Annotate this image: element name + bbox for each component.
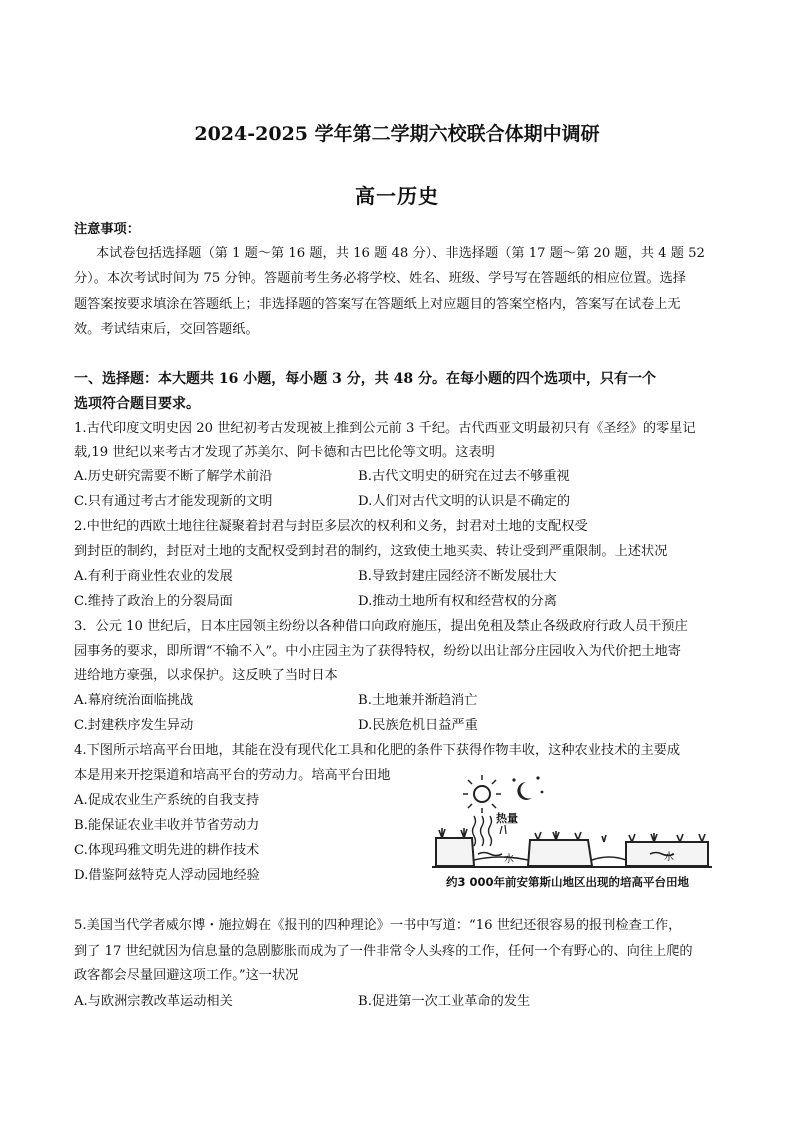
notice-line: 分）。本次考试时间为 75 分钟。答题前考生务必将学校、姓名、班级、学号写在答题纸的相应位置。选择: [74, 271, 686, 286]
option-b: B.导致封建庄园经济不断发展壮大: [358, 569, 557, 584]
option-c: C.维持了政治上的分裂局面: [74, 594, 233, 609]
water-label: 水: [664, 852, 674, 863]
option-b: B.土地兼并渐趋消亡: [358, 693, 478, 708]
figure-caption: 约3 000年前安第斯山地区出现的培高平台田地: [446, 875, 690, 889]
option-d: D.推动土地所有权和经营权的分离: [358, 594, 557, 609]
option-d: D.借鉴阿兹特克人浮动园地经验: [74, 868, 260, 883]
question-stem: 园事务的要求，即所谓“不输不入”。中小庄园主为了获得特权，纷纷以出让部分庄园收入为代价把土地寄: [74, 644, 681, 659]
subject-title: 高一历史: [355, 184, 439, 208]
option-d: D.人们对古代文明的认识是不确定的: [358, 494, 571, 509]
notice-line: 题答案按要求填涂在答题纸上；非选择题的答案写在答题纸上对应题目的答案空格内，答案写在试卷上无: [74, 297, 681, 312]
option-c: C.封建秩序发生异动: [74, 718, 194, 733]
option-a: A.与欧洲宗教改革运动相关: [74, 994, 233, 1009]
question-stem: 3．公元 10 世纪后，日本庄园领主纷纷以各种借口向政府施压，提出免租及禁止各级政府行政人员干预庄: [74, 619, 688, 634]
heat-label: 热量: [496, 812, 518, 825]
moon-icon: [512, 776, 543, 800]
section-heading: 一、选择题：本大题共 16 小题，每小题 3 分，共 48 分。在每小题的四个选项中，只有一个: [74, 371, 656, 387]
question-stem: 2.中世纪的西欧土地往往凝聚着封君与封臣多层次的权利和义务，封君对土地的支配权受: [74, 519, 588, 534]
question-stem: 政客都会尽量回避这项工作。”这一状况: [74, 968, 299, 983]
option-b: B.古代文明史的研究在过去不够重视: [358, 469, 570, 484]
question-stem: 1.古代印度文明史因 20 世纪初考古发现被上推到公元前 3 千纪。古代西亚文明最初只有《圣经》的零星记: [74, 421, 696, 436]
option-d: D.民族危机日益严重: [358, 718, 478, 733]
option-a: A.有利于商业性农业的发展: [74, 569, 233, 584]
water-label: 水: [504, 854, 514, 865]
notice-line: 效。考试结束后，交回答题纸。: [74, 322, 259, 337]
question-stem: 载,19 世纪以来考古才发现了苏美尔、阿卡德和古巴比伦等文明。这表明: [74, 445, 495, 460]
option-a: A.幕府统治面临挑战: [74, 693, 194, 708]
question-stem: 5.美国当代学者威尔博・施拉姆在《报刊的四种理论》一书中写道：“16 世纪还很容易的报刊检查工作，: [74, 918, 682, 933]
sun-icon: [463, 775, 501, 813]
notice-heading: 注意事项：: [74, 222, 140, 237]
question-stem: 进给地方豪强，以求保护。这反映了当时日本: [74, 668, 338, 683]
question-stem: 到封臣的制约，封臣对土地的支配权受到封君的制约，这致使土地买卖、转让受到严重限制。上述状况: [74, 544, 668, 559]
exam-title: 2024-2025 学年第二学期六校联合体期中调研: [194, 123, 600, 145]
option-a: A.促成农业生产系统的自我支持: [74, 793, 260, 808]
option-a: A.历史研究需要不断了解学术前沿: [74, 469, 273, 484]
option-c: C.只有通过考古才能发现新的文明: [74, 494, 273, 509]
heat-waves: [473, 816, 492, 846]
notice-line: 本试卷包括选择题（第 1 题～第 16 题，共 16 题 48 分）、非选择题（第 17 题～第 20 题，共 4 题 52: [96, 246, 705, 261]
question-stem: 4.下图所示培高平台田地，其能在没有现代化工具和化肥的条件下获得作物丰收，这种农业技术的主要成: [74, 743, 681, 758]
question-stem: 本是用来开挖渠道和培高平台的劳动力。培高平台田地: [74, 768, 391, 783]
section-heading-cont: 选项符合题目要求。: [74, 396, 200, 412]
option-c: C.体现玛雅文明先进的耕作技术: [74, 843, 260, 858]
option-b: B.促进第一次工业革命的发生: [358, 994, 531, 1009]
raised-field-illustration: [418, 768, 718, 890]
question-stem: 到了 17 世纪就因为信息量的急剧膨胀而成为了一件非常令人头疼的工作，任何一个有野心的、向往上爬的: [74, 944, 693, 959]
option-b: B.能保证农业丰收并节省劳动力: [74, 818, 260, 833]
